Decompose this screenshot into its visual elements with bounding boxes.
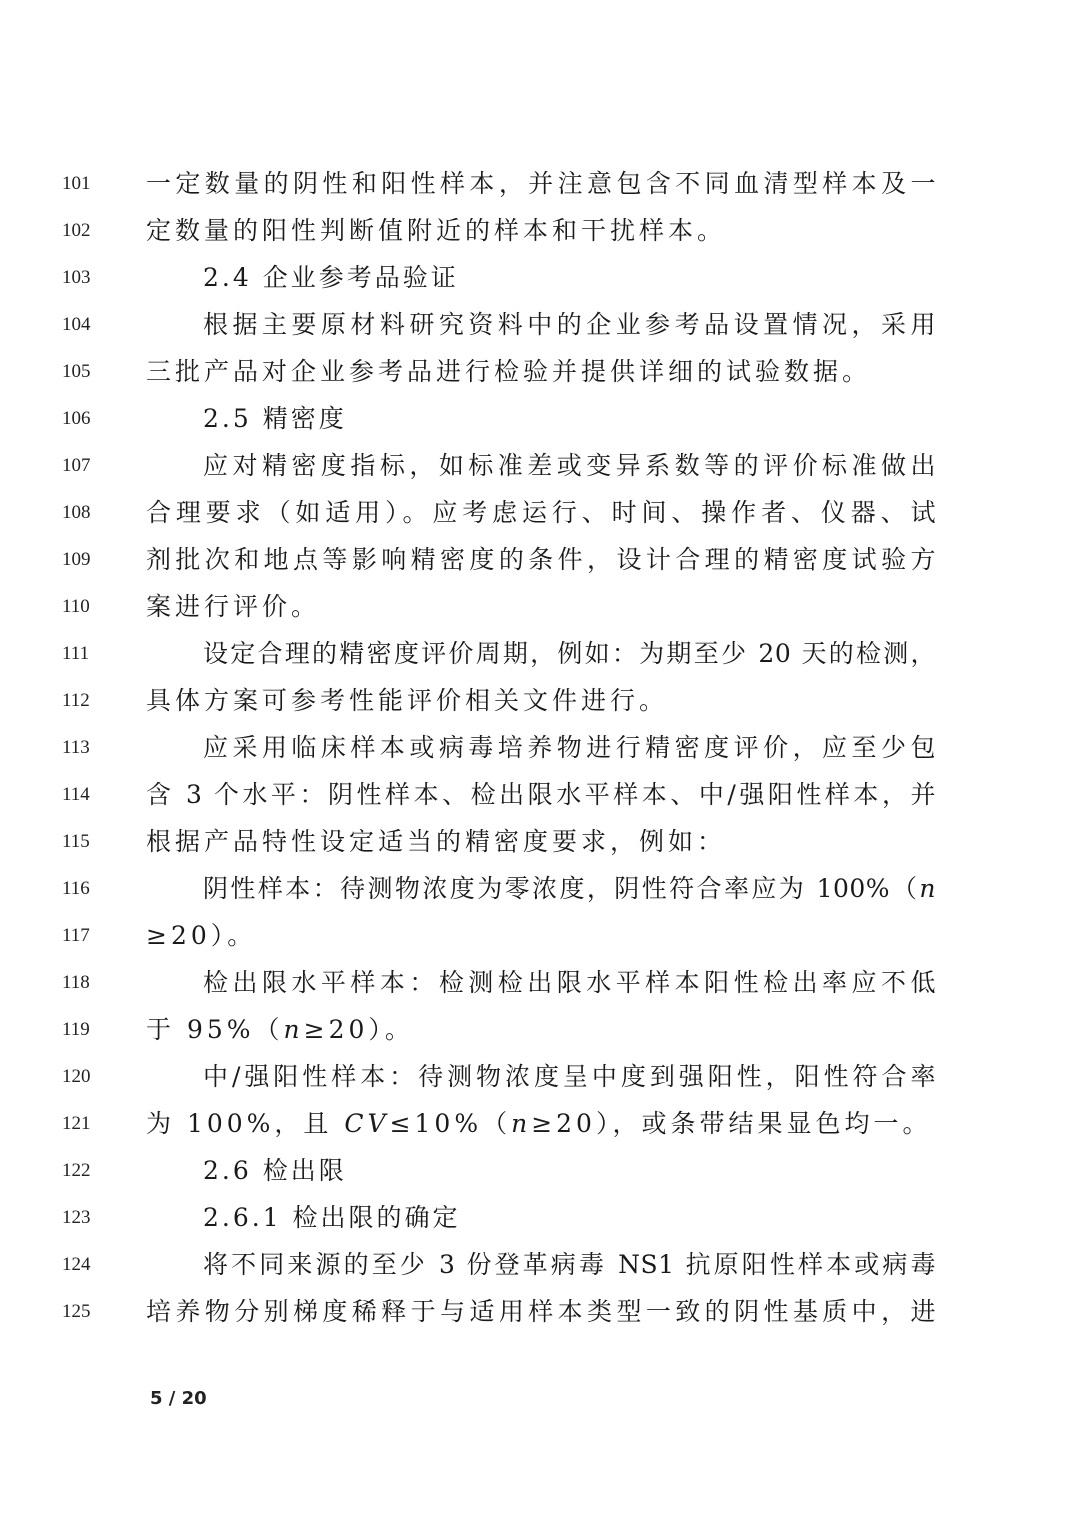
line-text: 根据主要原材料研究资料中的企业参考品设置情况，采用: [203, 309, 936, 339]
text-line: [0, 771, 1080, 818]
text-line: [0, 254, 1080, 301]
line-text: 将不同来源的至少 3 份登革病毒 NS1 抗原阳性样本或病毒: [203, 1249, 936, 1279]
line-number: 118: [62, 971, 90, 993]
line-number: 121: [62, 1112, 91, 1134]
text-line: [0, 818, 1080, 865]
line-number: 125: [62, 1300, 91, 1322]
line-number: 117: [62, 924, 90, 946]
line-number: 101: [62, 172, 91, 194]
text-line: [0, 1147, 1080, 1194]
line-text: 应采用临床样本或病毒培养物进行精密度评价，应至少包: [203, 732, 936, 762]
line-text: 根据产品特性设定适当的精密度要求，例如：: [146, 826, 727, 856]
line-number: 120: [62, 1065, 91, 1087]
line-text: 2.6 检出限: [203, 1155, 347, 1185]
line-text: 具体方案可参考性能评价相关文件进行。: [146, 685, 669, 715]
line-number: 116: [62, 877, 90, 899]
line-number: 114: [62, 783, 90, 805]
line-number: 103: [62, 266, 91, 288]
line-text: 三批产品对企业参考品进行检验并提供详细的试验数据。: [146, 356, 872, 386]
line-text: 2.6.1 检出限的确定: [203, 1202, 461, 1232]
line-text: 案进行评价。: [146, 591, 321, 621]
line-number: 122: [62, 1159, 91, 1181]
text-line: [0, 912, 1080, 959]
text-line: [0, 1100, 1080, 1147]
line-number: 111: [62, 642, 90, 664]
line-number: 110: [62, 595, 90, 617]
line-text: 中/强阳性样本：待测物浓度呈中度到强阳性，阳性符合率: [203, 1061, 936, 1091]
text-line: [0, 677, 1080, 724]
page-number: 5 / 20: [150, 1388, 207, 1409]
line-text: 2.4 企业参考品验证: [203, 262, 459, 292]
line-text: 应对精密度指标，如标准差或变异系数等的评价标准做出: [203, 450, 936, 480]
line-number: 104: [62, 313, 91, 335]
text-line: [0, 395, 1080, 442]
line-number: 106: [62, 407, 91, 429]
line-number: 119: [62, 1018, 90, 1040]
text-line: [0, 724, 1080, 771]
line-number: 124: [62, 1253, 91, 1275]
line-text: 合理要求（如适用）。应考虑运行、时间、操作者、仪器、试: [146, 497, 936, 527]
line-text: 为 100%，且 CV≤10%（n≥20），或条带结果显色均一。: [146, 1108, 932, 1138]
text-line: [0, 442, 1080, 489]
line-number: 115: [62, 830, 90, 852]
text-line: [0, 865, 1080, 912]
text-line: [0, 160, 1080, 207]
line-number: 113: [62, 736, 90, 758]
line-text: ≥20）。: [146, 920, 257, 950]
text-line: [0, 348, 1080, 395]
text-line: [0, 489, 1080, 536]
line-text: 含 3 个水平：阴性样本、检出限水平样本、中/强阳性样本，并: [146, 779, 936, 809]
line-number: 109: [62, 548, 91, 570]
line-number: 105: [62, 360, 91, 382]
line-number: 112: [62, 689, 90, 711]
text-line: [0, 583, 1080, 630]
line-text: 剂批次和地点等影响精密度的条件，设计合理的精密度试验方: [146, 544, 936, 574]
line-text: 定数量的阳性判断值附近的样本和干扰样本。: [146, 215, 727, 245]
text-line: [0, 301, 1080, 348]
text-line: [0, 1288, 1080, 1335]
text-line: [0, 207, 1080, 254]
text-line: [0, 630, 1080, 677]
line-text: 一定数量的阴性和阳性样本，并注意包含不同血清型样本及一: [146, 168, 936, 198]
line-text: 于 95%（n≥20）。: [146, 1014, 414, 1044]
line-number: 107: [62, 454, 91, 476]
line-number: 102: [62, 219, 91, 241]
text-line: [0, 959, 1080, 1006]
line-number: 123: [62, 1206, 91, 1228]
text-line: [0, 1006, 1080, 1053]
text-line: [0, 1053, 1080, 1100]
line-text: 阴性样本：待测物浓度为零浓度，阴性符合率应为 100%（n: [203, 873, 936, 903]
line-text: 检出限水平样本：检测检出限水平样本阳性检出率应不低: [203, 967, 936, 997]
text-line: [0, 1194, 1080, 1241]
line-number: 108: [62, 501, 91, 523]
line-text: 培养物分别梯度稀释于与适用样本类型一致的阴性基质中，进: [146, 1296, 936, 1326]
line-text: 2.5 精密度: [203, 403, 347, 433]
text-line: [0, 1241, 1080, 1288]
line-text: 设定合理的精密度评价周期，例如：为期至少 20 天的检测，: [203, 638, 936, 668]
text-line: [0, 536, 1080, 583]
